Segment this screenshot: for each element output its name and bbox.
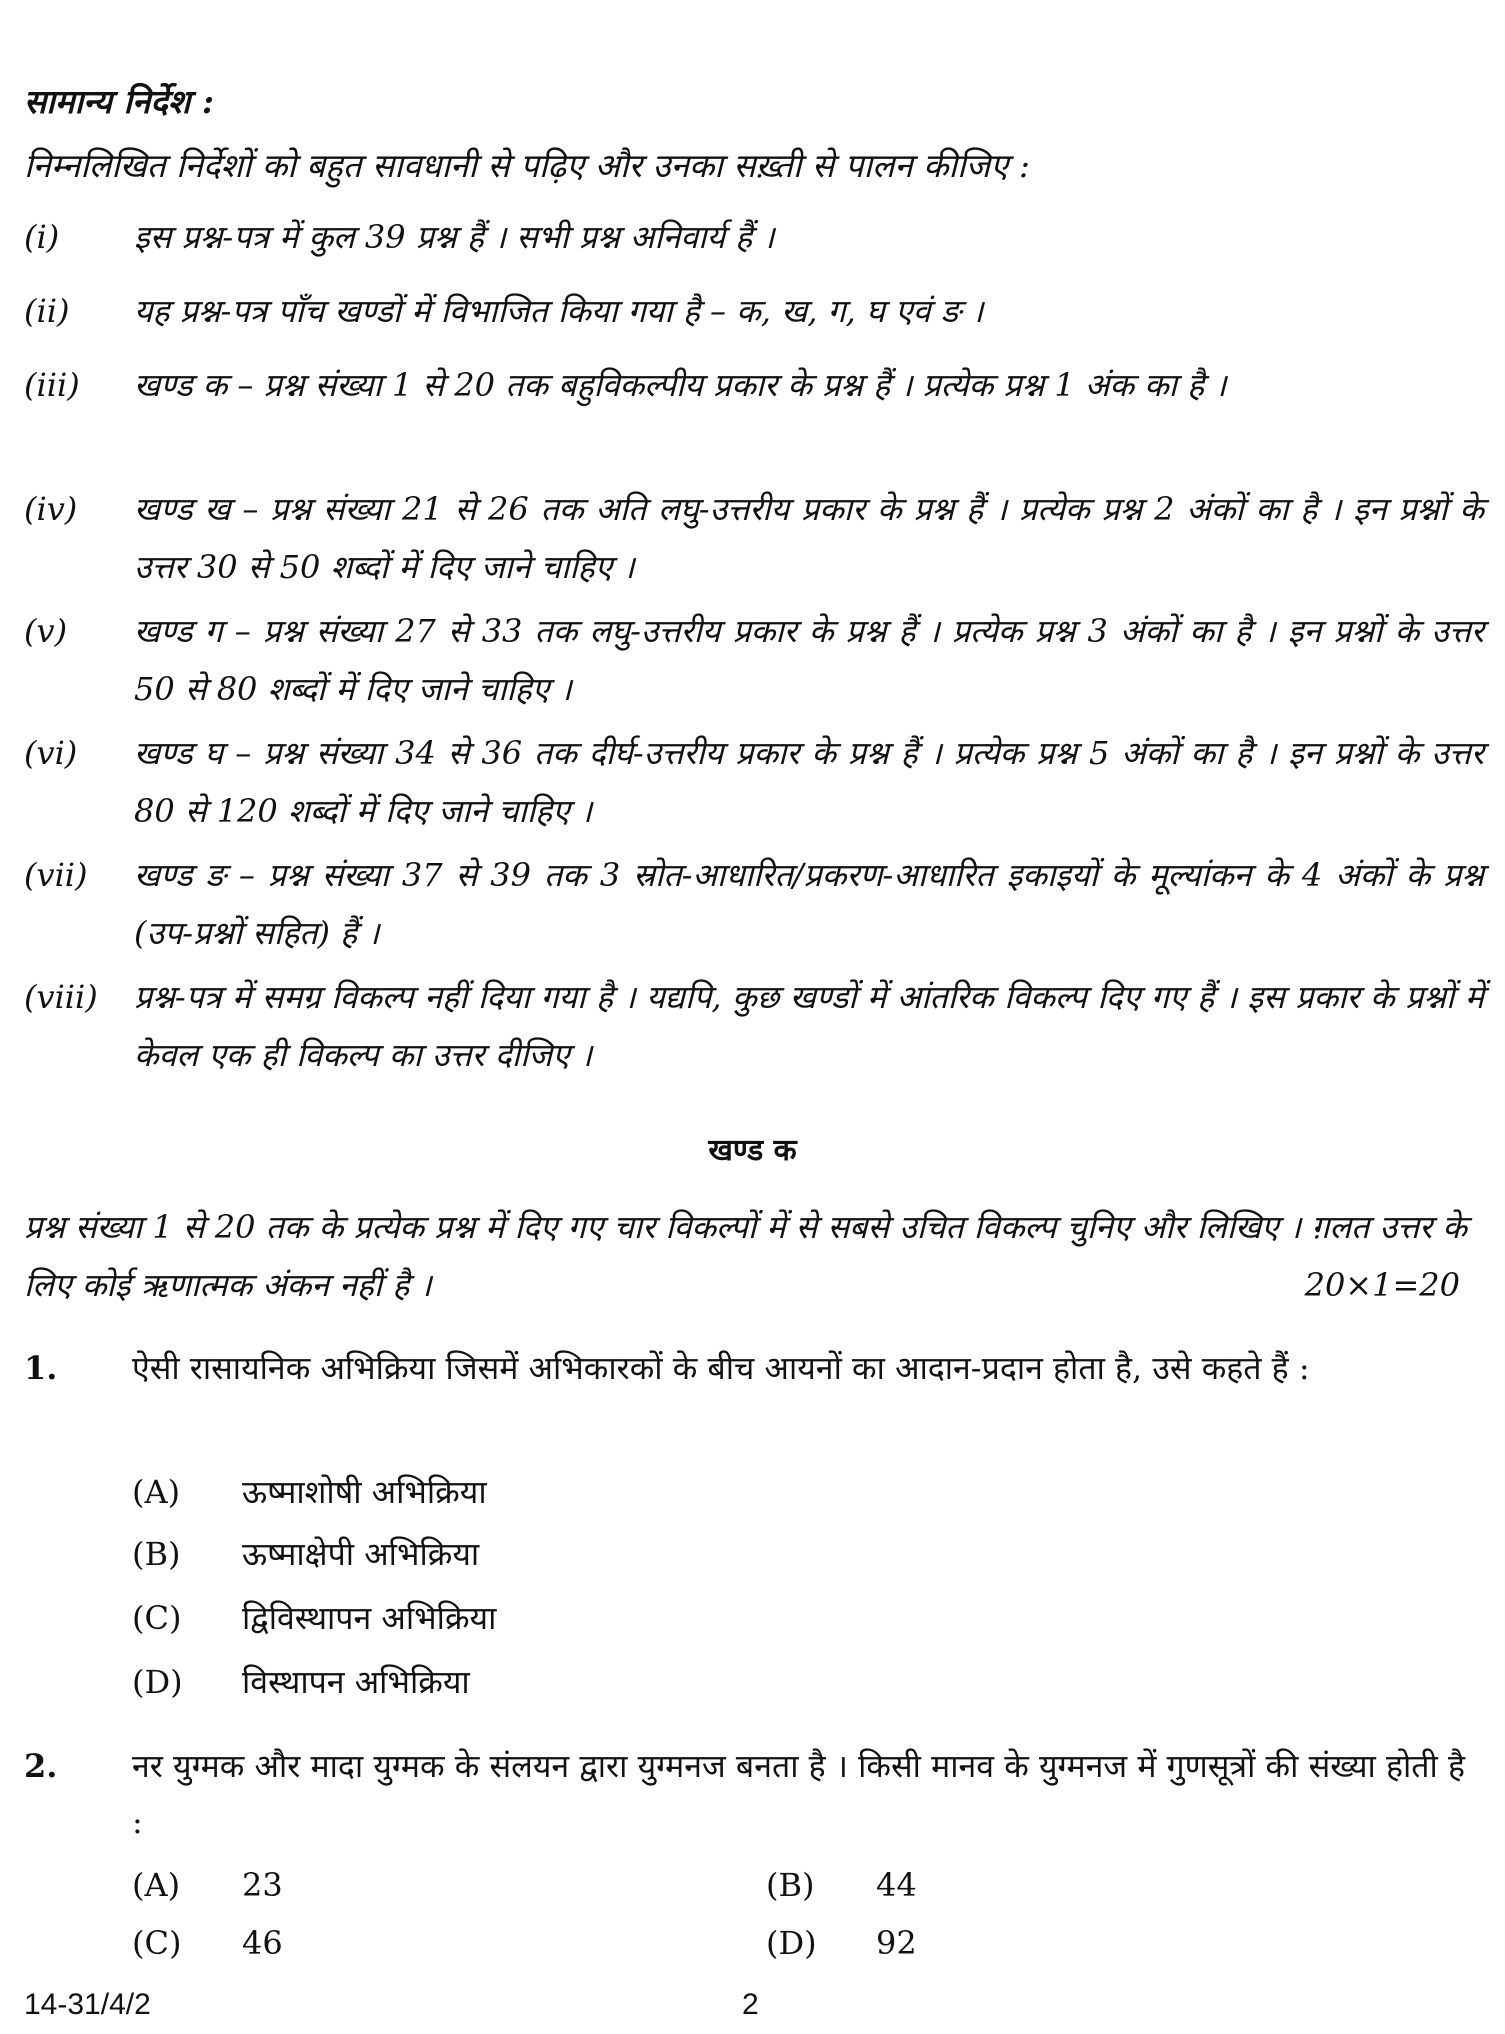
- option-label: (C): [132, 1924, 182, 1962]
- option-label: (A): [132, 1473, 181, 1511]
- option-label: (C): [132, 1599, 182, 1637]
- option-text: 44: [876, 1866, 917, 1904]
- instruction-text: खण्ड घ – प्रश्न संख्या 34 से 36 तक दीर्घ-उत्तरीय प्रकार के प्रश्न हैं । प्रत्येक प्रश्न 5 अंकों का है । इन प्रश्नों के उत्तर 80 से 120 शब्दों में दिए जाने चाहिए ।: [134, 734, 1484, 830]
- instruction-number: (vi): [24, 734, 78, 772]
- option-label: (D): [132, 1663, 183, 1701]
- instruction-number: (iii): [24, 366, 80, 404]
- option-text: विस्थापन अभिक्रिया: [242, 1663, 470, 1701]
- instruction-number: (i): [24, 218, 60, 256]
- question-2: [24, 1738, 1484, 1850]
- option-d: [132, 1660, 470, 1703]
- option-label: (B): [132, 1535, 181, 1573]
- page-number: 2: [742, 1988, 759, 2021]
- option-label: (D): [766, 1924, 817, 1962]
- option-text: 46: [242, 1924, 283, 1962]
- instruction-text: खण्ड ख – प्रश्न संख्या 21 से 26 तक अति लघु-उत्तरीय प्रकार के प्रश्न हैं । प्रत्येक प्रश्न 2 अंकों का है । इन प्रश्नों के उत्तर 30 से 50 शब्दों में दिए जाने चाहिए ।: [134, 490, 1484, 586]
- option-text: 92: [876, 1924, 917, 1962]
- instruction-number: (iv): [24, 490, 78, 528]
- instruction-item: [24, 846, 1484, 962]
- section-marks: 20×1=20: [1304, 1266, 1460, 1304]
- option-c: [132, 1924, 283, 1962]
- option-text: ऊष्माक्षेपी अभिक्रिया: [242, 1535, 480, 1573]
- instruction-item: [24, 602, 1484, 718]
- instruction-number: (ii): [24, 292, 70, 330]
- instruction-text: खण्ड ङ – प्रश्न संख्या 37 से 39 तक 3 स्रोत-आधारित/प्रकरण-आधारित इकाइयों के मूल्यांकन के 4 अंकों के प्रश्न (उप-प्रश्नों सहित) हैं ।: [134, 856, 1484, 952]
- section-instruction: [24, 1198, 1484, 1314]
- question-number: 2.: [24, 1747, 58, 1785]
- option-text: ऊष्माशोषी अभिक्रिया: [242, 1473, 487, 1511]
- instruction-text: इस प्रश्न-पत्र में कुल 39 प्रश्न हैं । सभी प्रश्न अनिवार्य हैं ।: [134, 218, 775, 256]
- instruction-number: (vii): [24, 856, 88, 894]
- paper-code: 14-31/4/2: [24, 1988, 151, 2021]
- question-text: ऐसी रासायनिक अभिक्रिया जिसमें अभिकारकों के बीच आयनों का आदान-प्रदान होता है, उसे कहते हैं :: [132, 1349, 1310, 1387]
- section-instruction-text: प्रश्न संख्या 1 से 20 तक के प्रत्येक प्रश्न में दिए गए चार विकल्पों में से सबसे उचित विकल्प चुनिए और लिखिए । ग़लत उत्तर के लिए कोई ऋणात्मक अंकन नहीं है ।: [24, 1208, 1467, 1304]
- question-1: [24, 1340, 1484, 1396]
- option-d: [766, 1924, 917, 1962]
- option-b: [766, 1866, 917, 1904]
- option-label: (B): [766, 1866, 815, 1904]
- option-text: 23: [242, 1866, 283, 1904]
- option-b: [132, 1532, 479, 1575]
- instruction-number: (v): [24, 612, 68, 650]
- instruction-item: [24, 968, 1484, 1084]
- instruction-number: (viii): [24, 978, 98, 1016]
- instruction-item: [24, 356, 1484, 414]
- instruction-item: [24, 282, 1484, 340]
- option-c: [132, 1596, 496, 1639]
- option-text: द्विविस्थापन अभिक्रिया: [242, 1599, 497, 1637]
- instruction-text: प्रश्न-पत्र में समग्र विकल्प नहीं दिया गया है । यद्यपि, कुछ खण्डों में आंतरिक विकल्प दिए गए हैं । इस प्रकार के प्रश्नों में केवल एक ही विकल्प का उत्तर दीजिए ।: [134, 978, 1484, 1074]
- question-number: 1.: [24, 1349, 58, 1387]
- instruction-item: [24, 724, 1484, 840]
- instruction-item: [24, 480, 1484, 596]
- section-title: खण्ड क: [708, 1133, 797, 1168]
- general-instructions-heading: सामान्य निर्देश :: [24, 82, 214, 121]
- instruction-item: [24, 208, 1484, 266]
- instruction-text: खण्ड क – प्रश्न संख्या 1 से 20 तक बहुविकल्पीय प्रकार के प्रश्न हैं । प्रत्येक प्रश्न 1 अंक का है ।: [134, 366, 1227, 404]
- option-label: (A): [132, 1866, 181, 1904]
- instruction-text: खण्ड ग – प्रश्न संख्या 27 से 33 तक लघु-उत्तरीय प्रकार के प्रश्न हैं । प्रत्येक प्रश्न 3 अंकों का है । इन प्रश्नों के उत्तर 50 से 80 शब्दों में दिए जाने चाहिए ।: [134, 612, 1484, 708]
- option-a: [132, 1866, 283, 1904]
- question-text: नर युग्मक और मादा युग्मक के संलयन द्वारा युग्मनज बनता है । किसी मानव के युग्मनज में गुणसूत्रों की संख्या होती है :: [132, 1747, 1465, 1841]
- general-instructions-intro: निम्नलिखित निर्देशों को बहुत सावधानी से पढ़िए और उनका सख़्ती से पालन कीजिए :: [24, 146, 1030, 185]
- instruction-text: यह प्रश्न-पत्र पाँच खण्डों में विभाजित किया गया है – क, ख, ग, घ एवं ङ ।: [134, 292, 984, 330]
- option-a: [132, 1470, 487, 1513]
